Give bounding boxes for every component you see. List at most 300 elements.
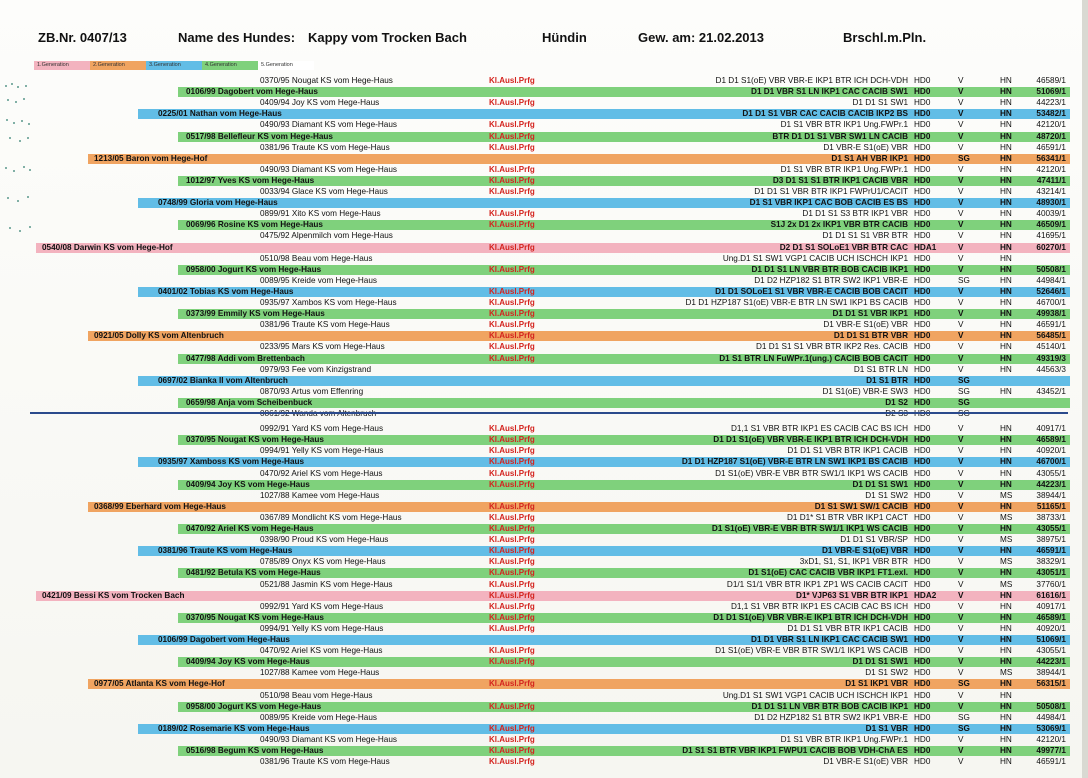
dog-number: 61616/1 (1036, 590, 1066, 600)
rating: V (958, 342, 964, 352)
pedigree-row (0, 297, 1088, 308)
hd-score: HD0 (914, 253, 931, 263)
hd-score: HD0 (914, 231, 931, 241)
dog-entry: 0367/89 Mondlicht KS vom Hege-Haus (260, 512, 402, 522)
qualifications: D1* VJP63 S1 VBR BTR IKP1 (796, 590, 908, 600)
hd-score: HD0 (914, 479, 931, 489)
hd-score: HD0 (914, 568, 931, 578)
dog-entry: 0477/98 Addi vom Brettenbach (186, 353, 305, 363)
qualifications: D2 D1 S1 SOLoE1 VBR BTR CAC (779, 242, 908, 252)
hn-code: HN (1000, 468, 1012, 478)
test-tag: Kl.Ausl.Prfg (489, 446, 535, 456)
dog-entry: 0409/94 Joy KS vom Hege-Haus (260, 98, 380, 108)
rating: V (958, 746, 964, 755)
dog-entry: 0370/95 Nougat KS vom Hege-Haus (186, 435, 324, 445)
dog-number: 38733/1 (1036, 512, 1066, 522)
pedigree-row (0, 667, 1088, 678)
test-tag: Kl.Ausl.Prfg (489, 524, 535, 533)
qualifications: D1 D1 S1 SW1 (852, 657, 908, 667)
pedigree-row (0, 286, 1088, 297)
pedigree-row (0, 186, 1088, 197)
qualifications: D1 S1(oE) VBR-E VBR BTR SW1/1 IKP1 WS CACIB (715, 646, 908, 656)
dog-entry: 0958/00 Jogurt KS vom Hege-Haus (186, 701, 322, 711)
dog-entry: 0540/08 Darwin KS vom Hege-Hof (42, 242, 173, 252)
rating: SG (958, 375, 970, 385)
qualifications: D1 D1 S1 VBR BTR IKP1 CACIB (787, 623, 908, 633)
test-tag: Kl.Ausl.Prfg (489, 309, 535, 319)
dog-entry: 0409/94 Joy KS vom Hege-Haus (186, 479, 310, 489)
test-tag: Kl.Ausl.Prfg (489, 242, 535, 252)
pedigree-row (0, 264, 1088, 275)
hn-code: HN (1000, 142, 1012, 152)
hd-score: HD0 (914, 375, 931, 385)
test-tag: Kl.Ausl.Prfg (489, 331, 535, 341)
rating: V (958, 175, 964, 185)
hd-score: HD0 (914, 87, 931, 97)
dog-entry: 0659/98 Anja vom Scheibenbuck (186, 397, 313, 407)
hn-code: HN (1000, 253, 1012, 263)
hd-score: HD0 (914, 142, 931, 152)
pedigree-row (0, 723, 1088, 734)
test-tag: Kl.Ausl.Prfg (489, 457, 535, 467)
dog-number: 40917/1 (1036, 424, 1066, 434)
dog-number: 47411/1 (1036, 175, 1066, 185)
dog-number: 44984/1 (1036, 712, 1066, 722)
hd-score: HD0 (914, 557, 931, 567)
hd-score: HD0 (914, 579, 931, 589)
pedigree-row (0, 523, 1088, 534)
hn-code: HN (1000, 424, 1012, 434)
rating: SG (958, 679, 970, 689)
hn-code: HN (1000, 701, 1012, 711)
dog-number: 53482/1 (1036, 109, 1066, 119)
pedigree-row (0, 219, 1088, 230)
qualifications: D1 D1 S1 VBR BTR IKP1 CACIB (787, 446, 908, 456)
qualifications: D1 D1 HZP187 S1(oE) VBR-E BTR LN SW1 IKP1 BS CACIB (685, 298, 908, 307)
pedigree-row (0, 253, 1088, 264)
dog-number: 38944/1 (1036, 490, 1066, 500)
rating: V (958, 635, 964, 644)
dog-number: 44223/1 (1036, 657, 1066, 667)
pedigree-row (0, 701, 1088, 712)
test-tag: Kl.Ausl.Prfg (489, 657, 535, 667)
pedigree-row (0, 423, 1088, 434)
hn-code: HN (1000, 98, 1012, 108)
hn-code: HN (1000, 120, 1012, 130)
rating: SG (958, 153, 970, 163)
pedigree-row (0, 164, 1088, 175)
hd-score: HD0 (914, 220, 931, 230)
pedigree-row (0, 567, 1088, 578)
qualifications: D1 D2 HZP182 S1 BTR SW2 IKP1 VBR-E (754, 275, 908, 285)
pedigree-row (0, 131, 1088, 142)
hn-code: HN (1000, 690, 1012, 700)
qualifications: D1 S1(oE) CAC CACIB VBR IKP1 FT1.exl. (748, 568, 908, 578)
hd-score: HD0 (914, 320, 931, 330)
qualifications: BTR D1 D1 S1 VBR SW1 LN CACIB (772, 131, 908, 141)
dog-number: 50508/1 (1036, 264, 1066, 274)
dog-number: 51069/1 (1036, 87, 1066, 97)
legend-gen-2: 2.Generation (90, 61, 146, 70)
rating: V (958, 364, 964, 374)
hd-score: HD0 (914, 635, 931, 644)
hn-code: HN (1000, 131, 1012, 141)
qualifications: D1,1 S1 VBR BTR IKP1 ES CACIB CAC BS ICH (731, 601, 908, 611)
hn-code: HN (1000, 309, 1012, 319)
hd-score: HD0 (914, 535, 931, 545)
pedigree-row (0, 386, 1088, 397)
hn-code: HN (1000, 198, 1012, 208)
rating: V (958, 468, 964, 478)
rating: SG (958, 386, 970, 396)
test-tag: Kl.Ausl.Prfg (489, 679, 535, 689)
hd-score: HD0 (914, 424, 931, 434)
hd-score: HD0 (914, 690, 931, 700)
hd-score: HD0 (914, 457, 931, 467)
qualifications: D1,1 S1 VBR BTR IKP1 ES CACIB CAC BS ICH (731, 424, 908, 434)
qualifications: D1 D1 SOLoE1 S1 VBR VBR-E CACIB BOB CACIT (715, 286, 908, 296)
qualifications: D1 D2 HZP182 S1 BTR SW2 IKP1 VBR-E (754, 712, 908, 722)
dog-number: 38975/1 (1036, 535, 1066, 545)
dog-number: 56341/1 (1036, 153, 1066, 163)
test-tag: Kl.Ausl.Prfg (489, 612, 535, 622)
hd-score: HD0 (914, 490, 931, 500)
pedigree-row (0, 108, 1088, 119)
generation-bar (178, 657, 1070, 667)
pedigree-row (0, 734, 1088, 745)
test-tag: Kl.Ausl.Prfg (489, 512, 535, 522)
hd-score: HD0 (914, 131, 931, 141)
rating: V (958, 220, 964, 230)
dog-entry: 0381/96 Traute KS vom Hege-Haus (260, 142, 390, 152)
qualifications: Ung.D1 S1 SW1 VGP1 CACIB UCH ISCHCH IKP1 (722, 690, 908, 700)
qualifications: D1 D1 S1(oE) VBR VBR-E IKP1 BTR ICH DCH-VDH (713, 612, 908, 622)
qualifications: D1 VBR-E S1(oE) VBR (823, 757, 908, 767)
hd-score: HD0 (914, 198, 931, 208)
hn-code: HN (1000, 646, 1012, 656)
rating: SG (958, 723, 970, 733)
hd-score: HD0 (914, 646, 931, 656)
dog-entry: 0979/93 Fee vom Kinzigstrand (260, 364, 372, 374)
pedigree-row (0, 445, 1088, 456)
hn-code: MS (1000, 668, 1013, 678)
hn-code: HN (1000, 679, 1012, 689)
legend-gen-5: 5.Generation (258, 61, 314, 70)
dog-number: 48930/1 (1036, 198, 1066, 208)
pedigree-row (0, 645, 1088, 656)
rating: V (958, 446, 964, 456)
qualifications: D1 S1 S1 BTR VBR IKP1 FWPU1 CACIB BOB VDH-ChA ES (682, 746, 908, 755)
dog-entry: 1027/88 Kamee vom Hege-Haus (260, 668, 380, 678)
hn-code: HN (1000, 275, 1012, 285)
pedigree-row (0, 86, 1088, 97)
rating: V (958, 242, 964, 252)
pedigree-row (0, 479, 1088, 490)
dog-entry: 0033/94 Glace KS vom Hege-Haus (260, 187, 388, 196)
test-tag: Kl.Ausl.Prfg (489, 701, 535, 711)
sex: Hündin (542, 30, 587, 45)
dog-number: 43055/1 (1036, 646, 1066, 656)
hd-score: HD0 (914, 757, 931, 767)
hn-code: HN (1000, 746, 1012, 755)
rating: V (958, 701, 964, 711)
dog-number: 51069/1 (1036, 635, 1066, 644)
hn-code: HN (1000, 342, 1012, 352)
hd-score: HD0 (914, 657, 931, 667)
pedigree-row (0, 330, 1088, 341)
dog-entry: 0381/96 Traute KS vom Hege-Haus (260, 320, 390, 330)
qualifications: 3xD1, S1, S1, IKP1 VBR BTR (799, 557, 908, 567)
dog-number: 50508/1 (1036, 701, 1066, 711)
zb-number: ZB.Nr. 0407/13 (38, 30, 127, 45)
qualifications: D1 D1 VBR S1 LN IKP1 CAC CACIB SW1 (751, 635, 908, 644)
hn-code: HN (1000, 353, 1012, 363)
dog-entry: 0475/92 Alpenmilch vom Hege-Haus (260, 231, 393, 241)
test-tag: Kl.Ausl.Prfg (489, 435, 535, 445)
hn-code: MS (1000, 557, 1013, 567)
pedigree-row (0, 341, 1088, 352)
hn-code: HN (1000, 220, 1012, 230)
hn-code: HN (1000, 187, 1012, 196)
pedigree-row (0, 656, 1088, 667)
qualifications: D1 S1(oE) VBR-E VBR BTR SW1/1 IKP1 WS CACIB (711, 524, 908, 533)
qualifications: D1/1 S1/1 VBR BTR IKP1 ZP1 WS CACIB CACIT (726, 579, 908, 589)
dog-entry: 0398/90 Proud KS vom Hege-Haus (260, 535, 389, 545)
pedigree-row (0, 242, 1088, 253)
qualifications: D1 S1 VBR BTR IKP1 Ung.FWPr.1 (780, 734, 908, 744)
dog-entry: 0470/92 Ariel KS vom Hege-Haus (186, 524, 314, 533)
qualifications: D1 S1 VBR (865, 723, 908, 733)
qualifications: D1 D1 S1(oE) VBR VBR-E IKP1 BTR ICH DCH-VDH (713, 435, 908, 445)
sire-dam-separator (30, 412, 1068, 414)
pedigree-row (0, 534, 1088, 545)
rating: V (958, 331, 964, 341)
dog-entry: 0401/02 Tobias KS vom Hege-Haus (158, 286, 294, 296)
hn-code: HN (1000, 635, 1012, 644)
qualifications: D1 S1 IKP1 VBR (845, 679, 908, 689)
dog-entry: 0521/88 Jasmin KS vom Hege-Haus (260, 579, 393, 589)
pedigree-row (0, 308, 1088, 319)
rating: V (958, 646, 964, 656)
pedigree-row (0, 556, 1088, 567)
rating: SG (958, 397, 970, 407)
dog-number: 38329/1 (1036, 557, 1066, 567)
test-tag: Kl.Ausl.Prfg (489, 623, 535, 633)
dog-entry: 0870/93 Artus vom Effenring (260, 386, 364, 396)
hn-code: HN (1000, 435, 1012, 445)
pedigree-row (0, 745, 1088, 756)
test-tag: Kl.Ausl.Prfg (489, 479, 535, 489)
rating: V (958, 264, 964, 274)
dog-number: 42120/1 (1036, 734, 1066, 744)
dog-entry: 0490/93 Diamant KS vom Hege-Haus (260, 120, 397, 130)
hn-code: MS (1000, 512, 1013, 522)
dog-number: 40039/1 (1036, 209, 1066, 219)
pedigree-row (0, 678, 1088, 689)
dog-entry: 0510/98 Beau vom Hege-Haus (260, 253, 373, 263)
test-tag: Kl.Ausl.Prfg (489, 468, 535, 478)
dog-entry: 0697/02 Bianka II vom Altenbruch (158, 375, 288, 385)
qualifications: D1 D1 S1 S3 BTR IKP1 VBR (802, 209, 908, 219)
hd-score: HD0 (914, 468, 931, 478)
dog-number: 41695/1 (1036, 231, 1066, 241)
generation-bar (178, 354, 1070, 364)
hn-code: MS (1000, 579, 1013, 589)
dog-entry: 0994/91 Yelly KS vom Hege-Haus (260, 446, 384, 456)
dog-entry: 0992/91 Yard KS vom Hege-Haus (260, 424, 384, 434)
hd-score: HD0 (914, 331, 931, 341)
dog-entry: 1213/05 Baron vom Hege-Hof (94, 153, 208, 163)
test-tag: Kl.Ausl.Prfg (489, 568, 535, 578)
pedigree-row (0, 468, 1088, 479)
hn-code: HN (1000, 209, 1012, 219)
dog-name: Kappy vom Trocken Bach (308, 30, 467, 45)
dog-number: 46700/1 (1036, 298, 1066, 307)
test-tag: Kl.Ausl.Prfg (489, 501, 535, 511)
dog-entry: 0748/99 Gloria vom Hege-Haus (158, 198, 278, 208)
rating: V (958, 424, 964, 434)
rating: V (958, 557, 964, 567)
pedigree-row (0, 601, 1088, 612)
legend-gen-3: 3.Generation (146, 61, 202, 70)
rating: V (958, 535, 964, 545)
pedigree-row (0, 142, 1088, 153)
dog-entry: 0977/05 Atlanta KS vom Hege-Hof (94, 679, 225, 689)
hn-code: MS (1000, 490, 1013, 500)
qualifications: D1 S2 (885, 397, 908, 407)
pedigree-row (0, 690, 1088, 701)
rating: V (958, 546, 964, 556)
test-tag: Kl.Ausl.Prfg (489, 590, 535, 600)
hd-score: HD0 (914, 264, 931, 274)
hd-score: HD0 (914, 286, 931, 296)
test-tag: Kl.Ausl.Prfg (489, 98, 535, 108)
hd-score: HD0 (914, 209, 931, 219)
dog-entry: 0106/99 Dagobert vom Hege-Haus (186, 87, 318, 97)
pedigree-row (0, 197, 1088, 208)
qualifications: D1 D1 S1 VBR BTR IKP1 FWPrU1/CACIT (754, 187, 908, 196)
rating: V (958, 524, 964, 533)
dog-entry: 0089/95 Kreide vom Hege-Haus (260, 275, 377, 285)
hn-code: HN (1000, 623, 1012, 633)
hd-score: HD0 (914, 446, 931, 456)
rating: V (958, 435, 964, 445)
dog-number: 49938/1 (1036, 309, 1066, 319)
pedigree-row (0, 230, 1088, 241)
hd-score: HD0 (914, 512, 931, 522)
dog-number: 43055/1 (1036, 524, 1066, 533)
test-tag: Kl.Ausl.Prfg (489, 557, 535, 567)
pedigree-row (0, 153, 1088, 164)
test-tag: Kl.Ausl.Prfg (489, 298, 535, 307)
rating: V (958, 457, 964, 467)
hn-code: HN (1000, 298, 1012, 307)
hd-score: HD0 (914, 501, 931, 511)
qualifications: D1 D1 VBR S1 LN IKP1 CAC CACIB SW1 (751, 87, 908, 97)
hd-score: HD0 (914, 397, 931, 407)
dog-number: 56315/1 (1036, 679, 1066, 689)
pedigree-row (0, 175, 1088, 186)
rating: V (958, 601, 964, 611)
dog-number: 44223/1 (1036, 479, 1066, 489)
dog-number: 42120/1 (1036, 120, 1066, 130)
dog-entry: 0992/91 Yard KS vom Hege-Haus (260, 601, 384, 611)
dog-number: 43214/1 (1036, 187, 1066, 196)
hn-code: HN (1000, 231, 1012, 241)
dog-entry: 0470/92 Ariel KS vom Hege-Haus (260, 646, 383, 656)
test-tag: Kl.Ausl.Prfg (489, 353, 535, 363)
hd-score: HD0 (914, 701, 931, 711)
rating: V (958, 568, 964, 578)
test-tag: Kl.Ausl.Prfg (489, 734, 535, 744)
dog-entry: 1027/88 Kamee vom Hege-Haus (260, 490, 380, 500)
qualifications: D3 D1 S1 S1 BTR IKP1 CACIB VBR (772, 175, 908, 185)
hn-code: HN (1000, 601, 1012, 611)
pedigree-row (0, 579, 1088, 590)
rating: V (958, 612, 964, 622)
hn-code: HN (1000, 501, 1012, 511)
qualifications: D1 S1 SW1 SW/1 CACIB (814, 501, 908, 511)
rating: V (958, 668, 964, 678)
dog-entry: 0935/97 Xamboss KS vom Hege-Haus (158, 457, 305, 467)
qualifications: D1 D1 S1 VBR CAC CACIB CACIB IKP2 BS (742, 109, 908, 119)
dog-number: 40920/1 (1036, 446, 1066, 456)
qualifications: D1 S1(oE) VBR-E VBR BTR SW1/1 IKP1 WS CACIB (715, 468, 908, 478)
hd-score: HD0 (914, 623, 931, 633)
rating: V (958, 253, 964, 263)
dog-number: 46591/1 (1036, 757, 1066, 767)
hn-code: HN (1000, 568, 1012, 578)
hd-score: HD0 (914, 109, 931, 119)
hd-score: HD0 (914, 298, 931, 307)
qualifications: D1 D1 S1 VBR IKP1 (832, 309, 908, 319)
qualifications: D1 S1 BTR LN (853, 364, 908, 374)
qualifications: D1 VBR-E S1(oE) VBR (823, 320, 908, 330)
hd-score: HD0 (914, 546, 931, 556)
hn-code: HN (1000, 364, 1012, 374)
qualifications: D1 D1 S1 VBR/SP (840, 535, 908, 545)
dog-number: 44223/1 (1036, 98, 1066, 108)
rating: SG (958, 712, 970, 722)
dog-number: 42120/1 (1036, 164, 1066, 174)
pedigree-row (0, 590, 1088, 601)
dog-entry: 0958/00 Jogurt KS vom Hege-Haus (186, 264, 322, 274)
hd-score: HD0 (914, 98, 931, 108)
dog-number: 44563/3 (1036, 364, 1066, 374)
qualifications: D1 D1 S1 LN VBR BTR BOB CACIB IKP1 (751, 264, 908, 274)
dog-number: 40920/1 (1036, 623, 1066, 633)
hn-code: HN (1000, 590, 1012, 600)
pedigree-row (0, 490, 1088, 501)
hd-score: HD0 (914, 435, 931, 445)
rating: V (958, 98, 964, 108)
qualifications: D1 D1 S1 SW1 (852, 98, 908, 108)
test-tag: Kl.Ausl.Prfg (489, 601, 535, 611)
dog-number: 46589/1 (1036, 612, 1066, 622)
dog-number: 43051/1 (1036, 568, 1066, 578)
rating: V (958, 353, 964, 363)
dog-number: 49977/1 (1036, 746, 1066, 755)
dog-number: 46591/1 (1036, 320, 1066, 330)
dog-entry: 0490/93 Diamant KS vom Hege-Haus (260, 734, 397, 744)
hd-score: HD0 (914, 175, 931, 185)
hd-score: HD0 (914, 601, 931, 611)
test-tag: Kl.Ausl.Prfg (489, 424, 535, 434)
dog-entry: 0225/01 Nathan vom Hege-Haus (158, 109, 282, 119)
hn-code: HN (1000, 457, 1012, 467)
hd-score: HD0 (914, 364, 931, 374)
pedigree-row (0, 319, 1088, 330)
